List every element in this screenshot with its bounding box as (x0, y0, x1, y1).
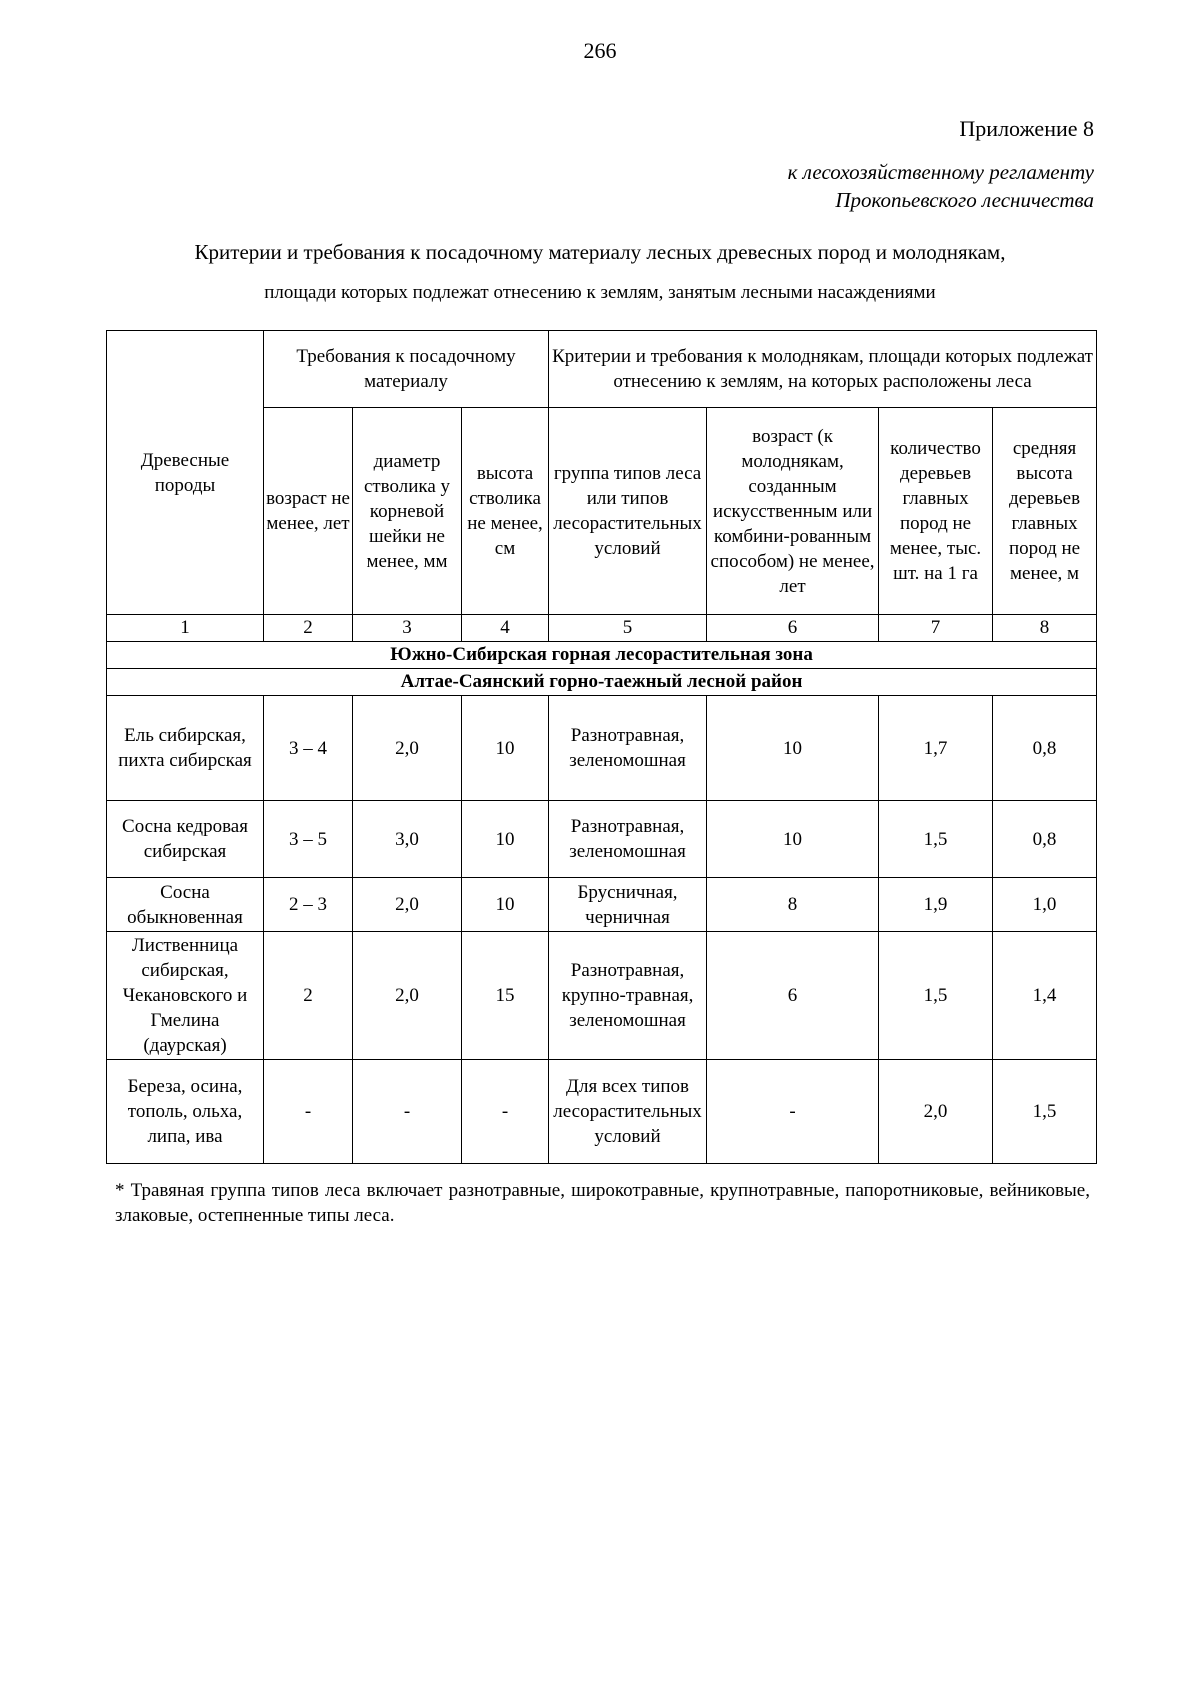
forest-zone: Южно-Сибирская горная лесорастительная зона (107, 642, 1097, 669)
header-forest-type: группа типов леса или типов лесорастительных условий (549, 408, 707, 615)
appendix-reference (788, 158, 1094, 214)
header-planting-requirements: Требования к посадочному материалу (264, 331, 549, 408)
diameter-cell: 3,0 (353, 801, 462, 878)
young-age-cell: - (707, 1060, 879, 1164)
species-cell: Сосна кедровая сибирская (107, 801, 264, 878)
forest-type-cell: Разнотравная, зеленомошная (549, 696, 707, 801)
age-cell: - (264, 1060, 353, 1164)
species-cell: Береза, осина, тополь, ольха, липа, ива (107, 1060, 264, 1164)
young-age-cell: 8 (707, 878, 879, 932)
column-number: 7 (879, 615, 993, 642)
column-number-row (107, 615, 1097, 642)
forest-type-cell: Для всех типов лесорастительных условий (549, 1060, 707, 1164)
table-row (107, 932, 1097, 1060)
avg-height-cell: 0,8 (993, 696, 1097, 801)
count-cell: 1,5 (879, 932, 993, 1060)
header-species: Древесные породы (107, 331, 264, 615)
page-number: 266 (583, 38, 617, 63)
diameter-cell: 2,0 (353, 878, 462, 932)
header-row-1 (107, 331, 1097, 408)
species-cell: Сосна обыкновенная (107, 878, 264, 932)
column-number: 1 (107, 615, 264, 642)
young-age-cell: 10 (707, 696, 879, 801)
age-cell: 2 – 3 (264, 878, 353, 932)
young-age-cell: 6 (707, 932, 879, 1060)
diameter-cell: 2,0 (353, 932, 462, 1060)
column-number: 5 (549, 615, 707, 642)
header-age: возраст не менее, лет (264, 408, 353, 615)
requirements-table (106, 330, 1097, 1164)
count-cell: 1,9 (879, 878, 993, 932)
height-cell: 10 (462, 878, 549, 932)
diameter-cell: 2,0 (353, 696, 462, 801)
document-title-line-2: площади которых подлежат отнесению к землям, занятым лесными насаждениями (264, 282, 936, 303)
height-cell: 15 (462, 932, 549, 1060)
header-young-stand-criteria: Критерии и требования к молоднякам, площади которых подлежат отнесению к землям, на которых расположены леса (549, 331, 1097, 408)
height-cell: 10 (462, 696, 549, 801)
table-row (107, 696, 1097, 801)
table-row (107, 878, 1097, 932)
count-cell: 1,5 (879, 801, 993, 878)
column-number: 4 (462, 615, 549, 642)
table-row (107, 801, 1097, 878)
header-avg-height: средняя высота деревьев главных пород не менее, м (993, 408, 1097, 615)
appendix-ref-line-1: к лесохозяйственному регламенту (787, 160, 1094, 184)
avg-height-cell: 1,0 (993, 878, 1097, 932)
species-cell: Ель сибирская, пихта сибирская (107, 696, 264, 801)
height-cell: - (462, 1060, 549, 1164)
forest-type-cell: Разнотравная, крупно-травная, зеленомошная (549, 932, 707, 1060)
avg-height-cell: 1,4 (993, 932, 1097, 1060)
avg-height-cell: 1,5 (993, 1060, 1097, 1164)
avg-height-cell: 0,8 (993, 801, 1097, 878)
column-number: 3 (353, 615, 462, 642)
header-count: количество деревьев главных пород не менее, тыс. шт. на 1 га (879, 408, 993, 615)
table-row (107, 1060, 1097, 1164)
count-cell: 1,7 (879, 696, 993, 801)
forest-type-cell: Брусничная, черничная (549, 878, 707, 932)
column-number: 2 (264, 615, 353, 642)
height-cell: 10 (462, 801, 549, 878)
column-number: 6 (707, 615, 879, 642)
count-cell: 2,0 (879, 1060, 993, 1164)
diameter-cell: - (353, 1060, 462, 1164)
header-young-age: возраст (к молоднякам, созданным искусственным или комбини-рованным способом) не менее, лет (707, 408, 879, 615)
age-cell: 2 (264, 932, 353, 1060)
forest-type-cell: Разнотравная, зеленомошная (549, 801, 707, 878)
footnote: * Травяная группа типов леса включает разнотравные, широкотравные, крупнотравные, папоротниковые, вейниковые, злаковые, остепненные типы леса. (115, 1180, 1090, 1226)
header-height: высота стволика не менее, см (462, 408, 549, 615)
district-row (107, 669, 1097, 696)
zone-row (107, 642, 1097, 669)
young-age-cell: 10 (707, 801, 879, 878)
appendix-ref-line-2: Прокопьевского лесничества (835, 188, 1094, 212)
header-diameter: диаметр стволика у корневой шейки не менее, мм (353, 408, 462, 615)
document-title-line-1: Критерии и требования к посадочному материалу лесных древесных пород и молоднякам, (194, 240, 1006, 264)
age-cell: 3 – 5 (264, 801, 353, 878)
column-number: 8 (993, 615, 1097, 642)
forest-district: Алтае-Саянский горно-таежный лесной район (107, 669, 1097, 696)
age-cell: 3 – 4 (264, 696, 353, 801)
species-cell: Лиственница сибирская, Чекановского и Гмелина (даурская) (107, 932, 264, 1060)
appendix-label: Приложение 8 (959, 116, 1094, 141)
